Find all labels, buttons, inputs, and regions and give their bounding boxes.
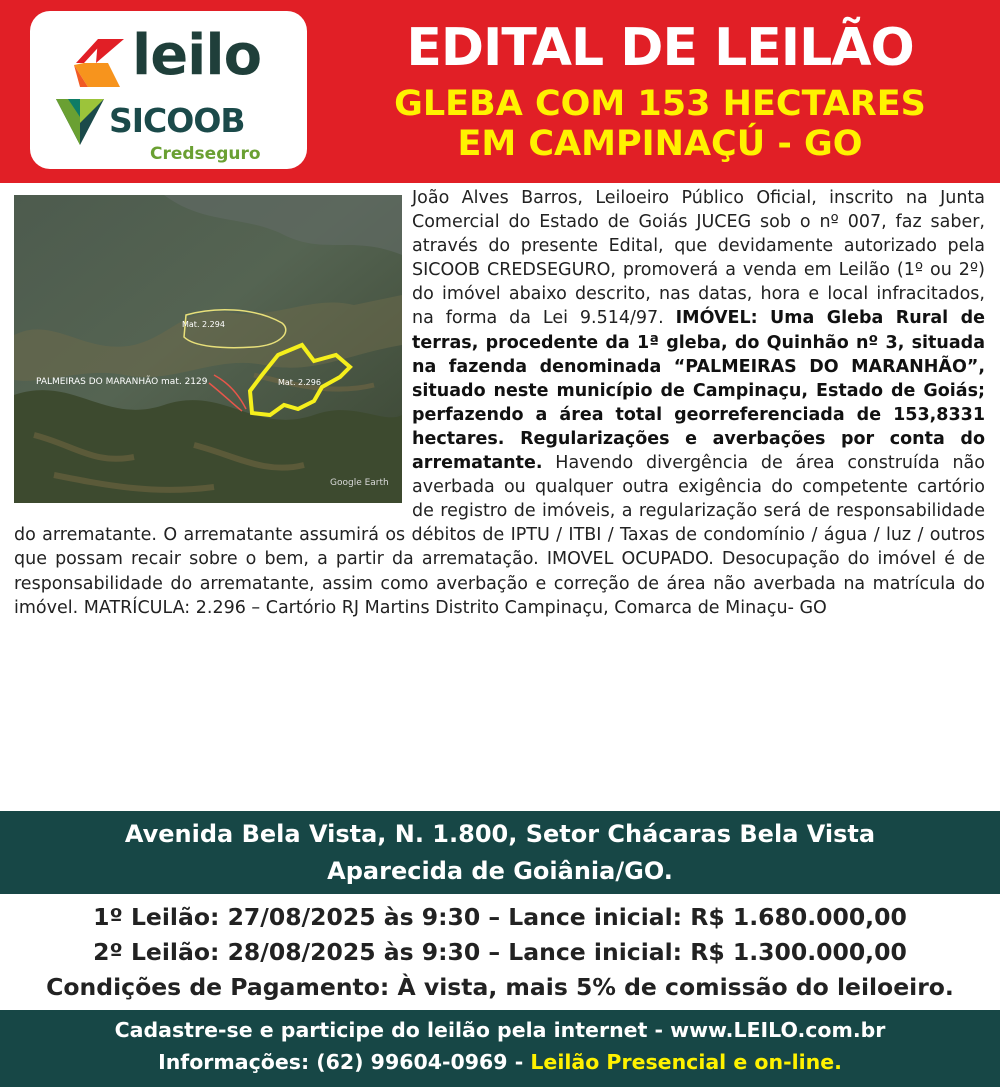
leilo-logo-icon [68, 37, 126, 89]
contact-phone: Informações: (62) 99604-0969 - [158, 1050, 531, 1074]
subtitle-line-2: EM CAMPINAÇÚ - GO [457, 124, 863, 164]
notice-conditions: Havendo divergência de área construída não averbada ou qualquer outra exigência do competente cartório de registro de imóveis, a regularização será de responsabilidade do arrematante. O arrematante assumirá os débitos de IPTU / ITBI / Taxas de condomínio / água / luz / outros que possam recair sobre o bem, a partir da arrematação. IMOVEL OCUPADO. Desocupação do imóvel é de responsabilidade do arrematante, assim como averbação e correção de área não averbada na matrícula do imóvel. MATRÍCULA: 2.296 – Cartório RJ Martins Distrito Campinaçu, Comarca de Minaçu- GO [14, 453, 985, 618]
page-title: EDITAL DE LEILÃO [406, 18, 914, 78]
address-line-1: Avenida Bela Vista, N. 1.800, Setor Chácaras Bela Vista [124, 820, 876, 848]
contact-line-2 [0, 1046, 1000, 1078]
header-banner [0, 0, 1000, 183]
address-bar [0, 811, 1000, 894]
subtitle [330, 84, 990, 164]
credseguro-logo-text: Credseguro [150, 144, 261, 164]
auction-schedule [0, 900, 1000, 1005]
logo-box [30, 11, 307, 169]
auction-mode: Leilão Presencial e on-line. [530, 1050, 842, 1074]
first-auction: 1º Leilão: 27/08/2025 às 9:30 – Lance inicial: R$ 1.680.000,00 [93, 903, 907, 931]
contact-bar [0, 1010, 1000, 1087]
map-label-mat-2294: Mat. 2.294 [182, 320, 225, 329]
map-label-mat-2296: Mat. 2.296 [278, 378, 321, 387]
leilo-logo-text: leilo [132, 23, 262, 88]
sicoob-logo-text: SICOOB [109, 101, 245, 140]
second-auction: 2º Leilão: 28/08/2025 às 9:30 – Lance inicial: R$ 1.300.000,00 [93, 938, 907, 966]
map-watermark: Google Earth [330, 478, 389, 488]
payment-conditions: Condições de Pagamento: À vista, mais 5% de comissão do leiloeiro. [46, 973, 954, 1001]
sicoob-logo-icon [54, 95, 106, 147]
notice-intro: João Alves Barros, Leiloeiro Público Oficial, inscrito na Junta Comercial do Estado de Goiás JUCEG sob o nº 007, faz saber, através do presente Edital, que devidamente autorizado pela SICOOB CREDSEGURO, promoverá a venda em Leilão (1º ou 2º) do imóvel abaixo descrito, nas datas, hora e local infracitados, na forma da Lei 9.514/97. [412, 188, 985, 329]
address-line-2: Aparecida de Goiânia/GO. [327, 857, 673, 885]
map-label-place: PALMEIRAS DO MARANHÃO mat. 2129 [36, 377, 208, 387]
satellite-map-image [14, 195, 402, 503]
contact-line-1: Cadastre-se e participe do leilão pela internet - www.LEILO.com.br [114, 1018, 886, 1042]
subtitle-line-1: GLEBA COM 153 HECTARES [394, 84, 926, 124]
property-description: IMÓVEL: Uma Gleba Rural de terras, procedente da 1ª gleba, do Quinhão nº 3, situada na fazenda denominada “PALMEIRAS DO MARANHÃO”, situado neste município de Campinaçu, Estado de Goiás; perfazendo a área total georreferenciada de 153,8331 hectares. Regularizações e averbações por conta do arrematante. [412, 308, 985, 474]
